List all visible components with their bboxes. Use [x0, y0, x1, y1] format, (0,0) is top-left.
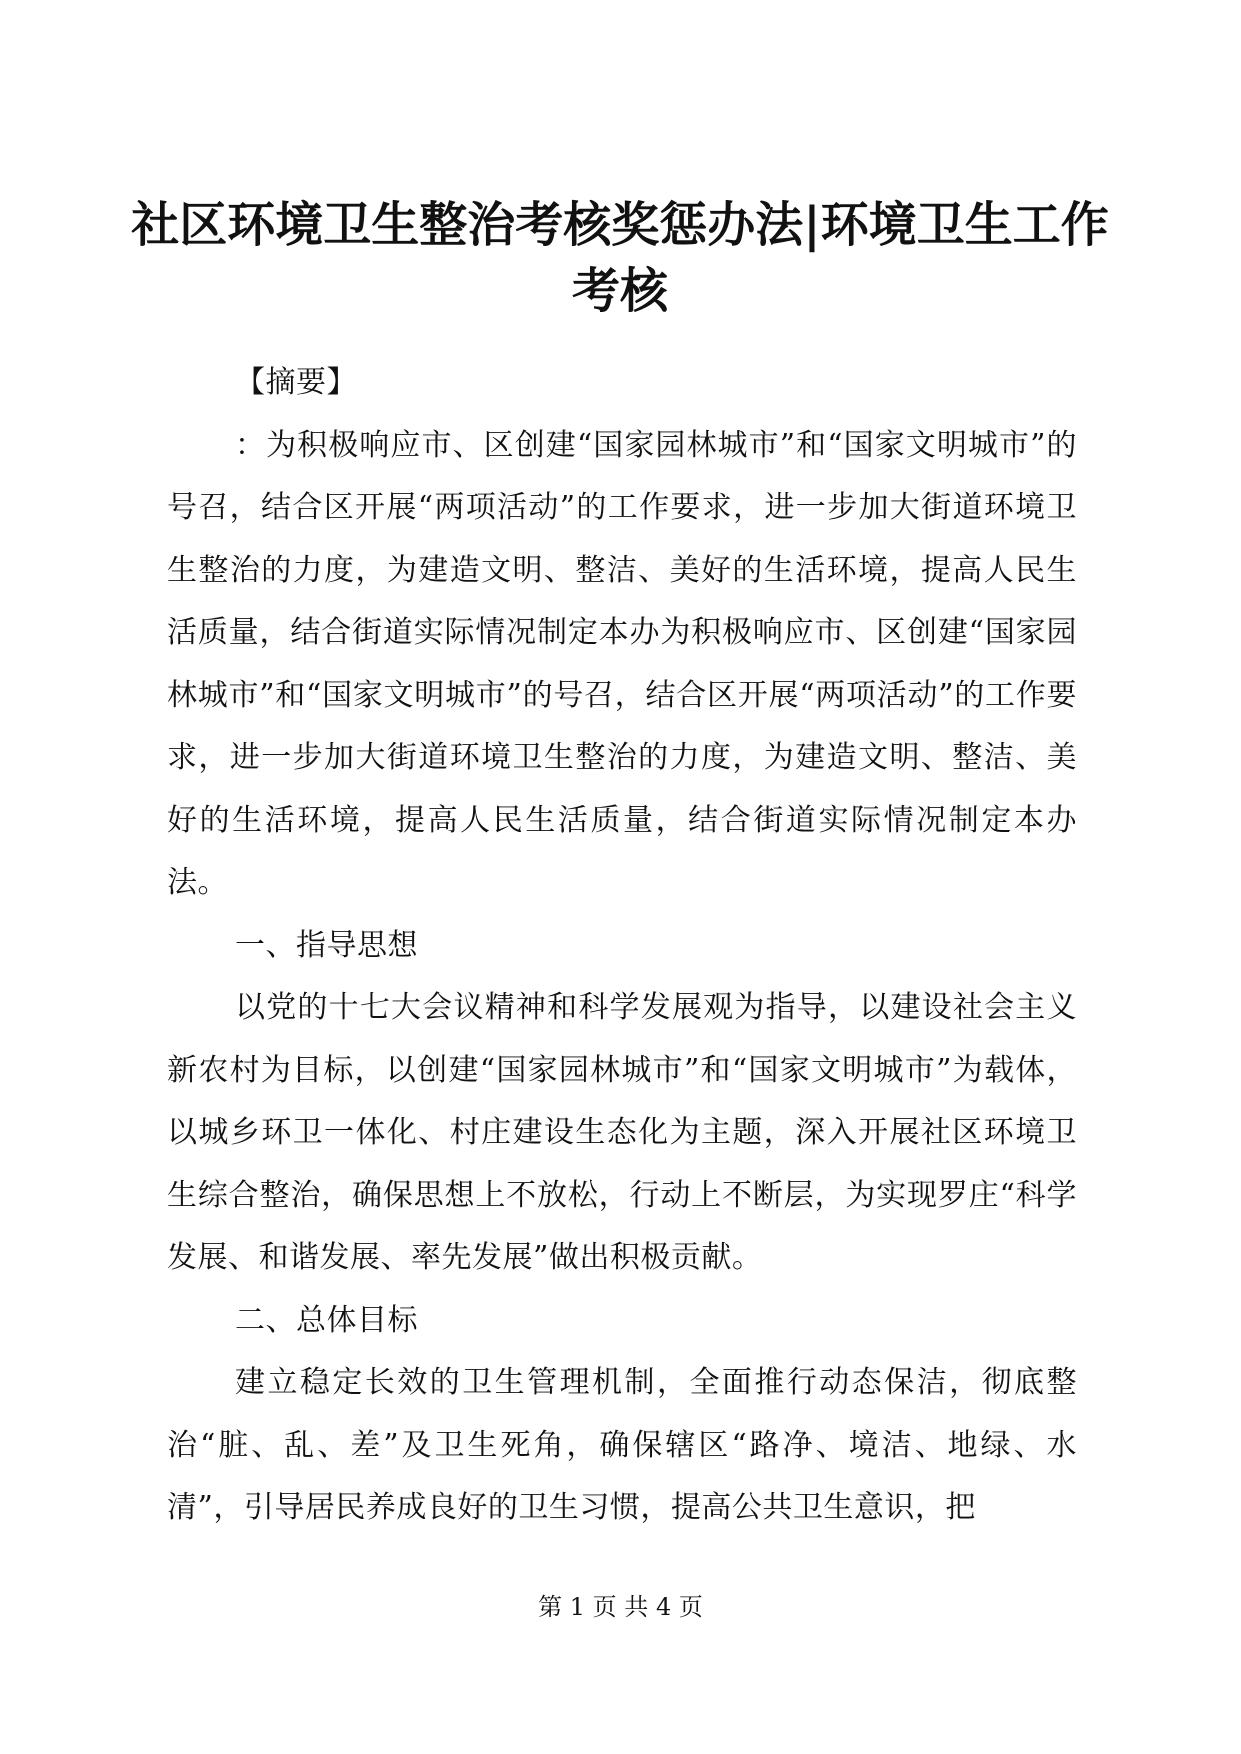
section-heading-guiding-ideology: 一、指导思想 [235, 927, 418, 963]
abstract-paragraph: ：为积极响应市、区创建“国家园林城市”和“国家文明城市”的号召，结合区开展“两项活动”的工作要求，进一步加大街道环境卫生整治的力度，为建造文明、整洁、美好的生活环境，提高人民生活质量，结合街道实际情况制定本办为积极响应市、区创建“国家园林城市”和“国家文明城市”的号召，结合区开展“两项活动”的工作要求，进一步加大街道环境卫生整治的力度，为建造文明、整洁、美好的生活环境，提高人民生活质量，结合街道实际情况制定本办法。 [167, 427, 1077, 900]
document-title: 社区环境卫生整治考核奖惩办法|环境卫生工作考核 [131, 197, 1109, 319]
document-body [167, 352, 1077, 1540]
abstract-heading: 【摘要】 [235, 365, 357, 400]
section-heading-overall-goal: 二、总体目标 [235, 1302, 418, 1338]
page-number-footer: 第 1 页 共 4 页 [538, 1593, 703, 1621]
guiding-ideology-paragraph: 以党的十七大会议精神和科学发展观为指导，以建设社会主义新农村为目标，以创建“国家园林城市”和“国家文明城市”为载体，以城乡环卫一体化、村庄建设生态化为主题，深入开展社区环境卫生综合整治，确保思想上不放松，行动上不断层，为实现罗庄“科学发展、和谐发展、率先发展”做出积极贡献。 [167, 990, 1077, 1275]
overall-goal-paragraph: 建立稳定长效的卫生管理机制，全面推行动态保洁，彻底整治“脏、乱、差”及卫生死角，确保辖区“路净、境洁、地绿、水清”，引导居民养成良好的卫生习惯，提高公共卫生意识，把 [167, 1365, 1077, 1525]
